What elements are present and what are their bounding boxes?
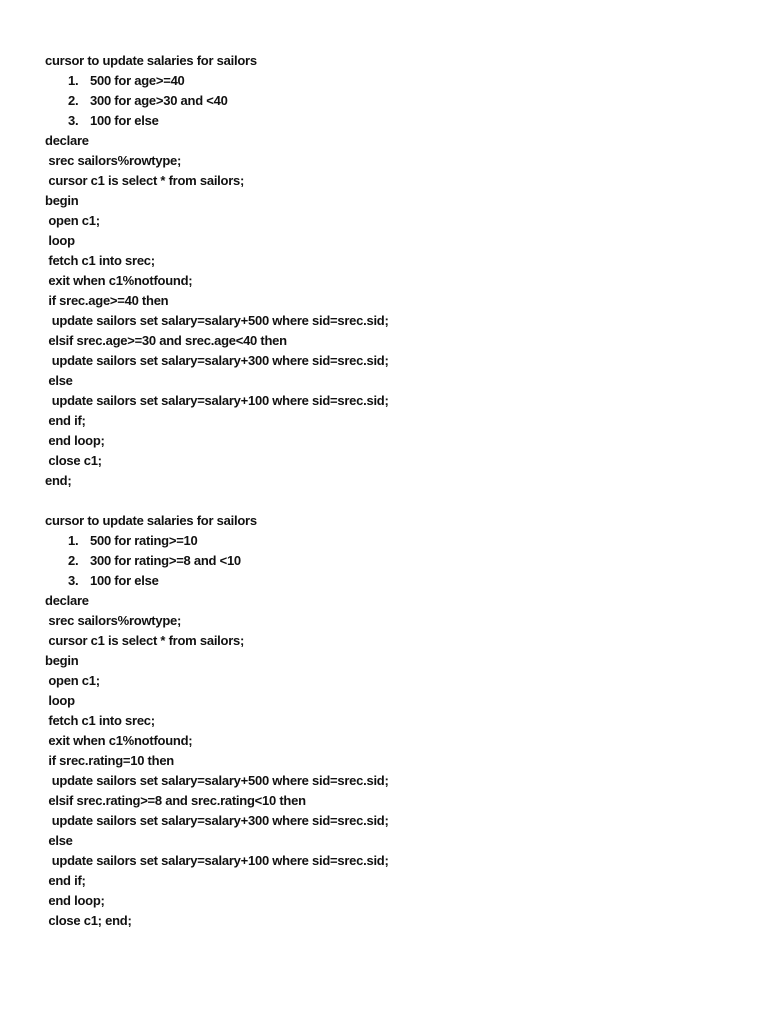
code-line: begin	[45, 193, 79, 208]
code-line: if srec.age>=40 then	[45, 293, 169, 308]
list-number: 1.	[68, 533, 79, 548]
code-line: update sailors set salary=salary+500 where sid=srec.sid;	[45, 773, 389, 788]
list-text: 100 for else	[90, 573, 159, 588]
cursor-section-age	[45, 51, 745, 491]
code-line: close c1; end;	[45, 913, 132, 928]
code-line: else	[45, 373, 73, 388]
list-text: 500 for age>=40	[90, 73, 185, 88]
salary-rule-item	[45, 551, 745, 571]
code-line: srec sailors%rowtype;	[45, 153, 182, 168]
salary-rule-item	[45, 71, 745, 91]
salary-rules-list	[45, 531, 745, 591]
code-line: elsif srec.age>=30 and srec.age<40 then	[45, 333, 287, 348]
code-line: srec sailors%rowtype;	[45, 613, 182, 628]
list-text: 300 for rating>=8 and <10	[90, 553, 241, 568]
list-text: 300 for age>30 and <40	[90, 93, 228, 108]
code-line: cursor c1 is select * from sailors;	[45, 173, 245, 188]
code-line: declare	[45, 593, 89, 608]
code-line: else	[45, 833, 73, 848]
code-line: loop	[45, 233, 75, 248]
code-line: update sailors set salary=salary+500 where sid=srec.sid;	[45, 313, 389, 328]
cursor-section-rating	[45, 511, 745, 931]
list-text: 500 for rating>=10	[90, 533, 198, 548]
section-heading: cursor to update salaries for sailors	[45, 513, 257, 528]
code-line: end if;	[45, 413, 86, 428]
code-line: close c1;	[45, 453, 102, 468]
code-line: fetch c1 into srec;	[45, 713, 155, 728]
code-line: cursor c1 is select * from sailors;	[45, 633, 245, 648]
code-line: end loop;	[45, 433, 105, 448]
code-line: end if;	[45, 873, 86, 888]
list-number: 3.	[68, 573, 79, 588]
list-number: 2.	[68, 93, 79, 108]
code-line: exit when c1%notfound;	[45, 733, 193, 748]
code-line: update sailors set salary=salary+300 where sid=srec.sid;	[45, 353, 389, 368]
list-number: 1.	[68, 73, 79, 88]
section-heading: cursor to update salaries for sailors	[45, 53, 257, 68]
list-text: 100 for else	[90, 113, 159, 128]
code-line: begin	[45, 653, 79, 668]
list-number: 3.	[68, 113, 79, 128]
code-line: open c1;	[45, 213, 100, 228]
plsql-code-block	[45, 591, 745, 931]
code-line: if srec.rating=10 then	[45, 753, 174, 768]
salary-rule-item	[45, 91, 745, 111]
code-line: elsif srec.rating>=8 and srec.rating<10 then	[45, 793, 306, 808]
code-line: update sailors set salary=salary+100 where sid=srec.sid;	[45, 393, 389, 408]
salary-rule-item	[45, 531, 745, 551]
salary-rule-item	[45, 111, 745, 131]
plsql-code-block	[45, 131, 745, 491]
code-line: declare	[45, 133, 89, 148]
salary-rules-list	[45, 71, 745, 131]
code-line: open c1;	[45, 673, 100, 688]
code-line: exit when c1%notfound;	[45, 273, 193, 288]
code-line: loop	[45, 693, 75, 708]
code-line: update sailors set salary=salary+100 where sid=srec.sid;	[45, 853, 389, 868]
list-number: 2.	[68, 553, 79, 568]
code-line: end loop;	[45, 893, 105, 908]
code-line: end;	[45, 473, 72, 488]
code-line: fetch c1 into srec;	[45, 253, 155, 268]
code-line: update sailors set salary=salary+300 where sid=srec.sid;	[45, 813, 389, 828]
salary-rule-item	[45, 571, 745, 591]
